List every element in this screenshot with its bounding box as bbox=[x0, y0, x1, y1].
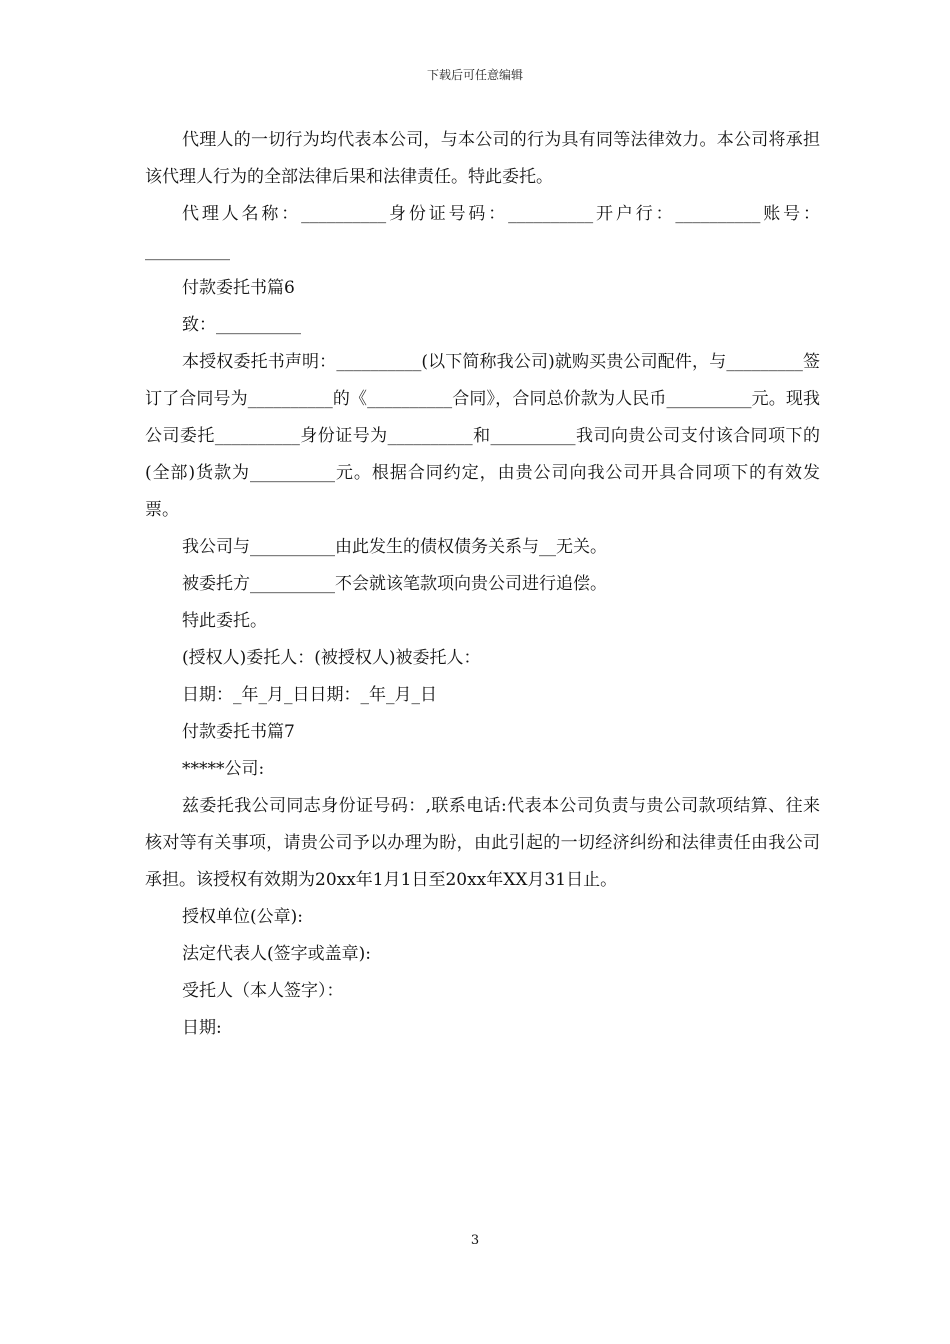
section-title-7: 付款委托书篇7 bbox=[182, 722, 295, 742]
trustee-line: 受托人（本人签字）： bbox=[182, 981, 344, 1001]
debt-relation-line: 我公司与__________由此发生的债权债务关系与__无关。 bbox=[182, 537, 607, 557]
authorizing-unit-line: 授权单位(公章): bbox=[182, 907, 303, 927]
page-number: 3 bbox=[470, 1233, 480, 1248]
final-date-line: 日期: bbox=[182, 1018, 222, 1038]
company-salutation: *****公司: bbox=[182, 759, 265, 779]
authorization-paragraph: 兹委托我公司同志身份证号码：,联系电话:代表本公司负责与贵公司款项结算、往来核对等有关事项，请贵公司予以办理为盼，由此引起的一切经济纠纷和法律责任由我公司承担。该授权有效期为20xx年1月1日至20xx年XX月31日止。 bbox=[145, 796, 820, 890]
legal-representative-line: 法定代表人(签字或盖章): bbox=[182, 944, 371, 964]
document-body bbox=[145, 122, 820, 1047]
signatories-line: (授权人)委托人：(被授权人)被委托人： bbox=[182, 648, 481, 668]
agent-info-line: 代理人名称：__________身份证号码：__________开户行：__________账号：__________ bbox=[145, 204, 820, 261]
closing-line: 特此委托。 bbox=[182, 611, 267, 631]
declaration-paragraph: 本授权委托书声明：__________(以下简称我公司)就购买贵公司配件，与_________签订了合同号为__________的《__________合同》，合同总价款为人民币__________元。现我公司委托__________身份证号为__________和__________我司向贵公司支付该合同项下的(全部)货款为__________元。根据合同约定，由贵公司向我公司开具合同项下的有效发票。 bbox=[145, 352, 820, 520]
date-line: 日期：_年_月_日日期：_年_月_日 bbox=[182, 685, 437, 705]
addressee-line: 致：__________ bbox=[182, 315, 301, 335]
no-recourse-line: 被委托方__________不会就该笔款项向贵公司进行追偿。 bbox=[182, 574, 607, 594]
agent-effect-paragraph: 代理人的一切行为均代表本公司，与本公司的行为具有同等法律效力。本公司将承担该代理人行为的全部法律后果和法律责任。特此委托。 bbox=[145, 130, 820, 187]
section-title-6: 付款委托书篇6 bbox=[182, 278, 295, 298]
page-header-note: 下载后可任意编辑 bbox=[426, 68, 523, 82]
